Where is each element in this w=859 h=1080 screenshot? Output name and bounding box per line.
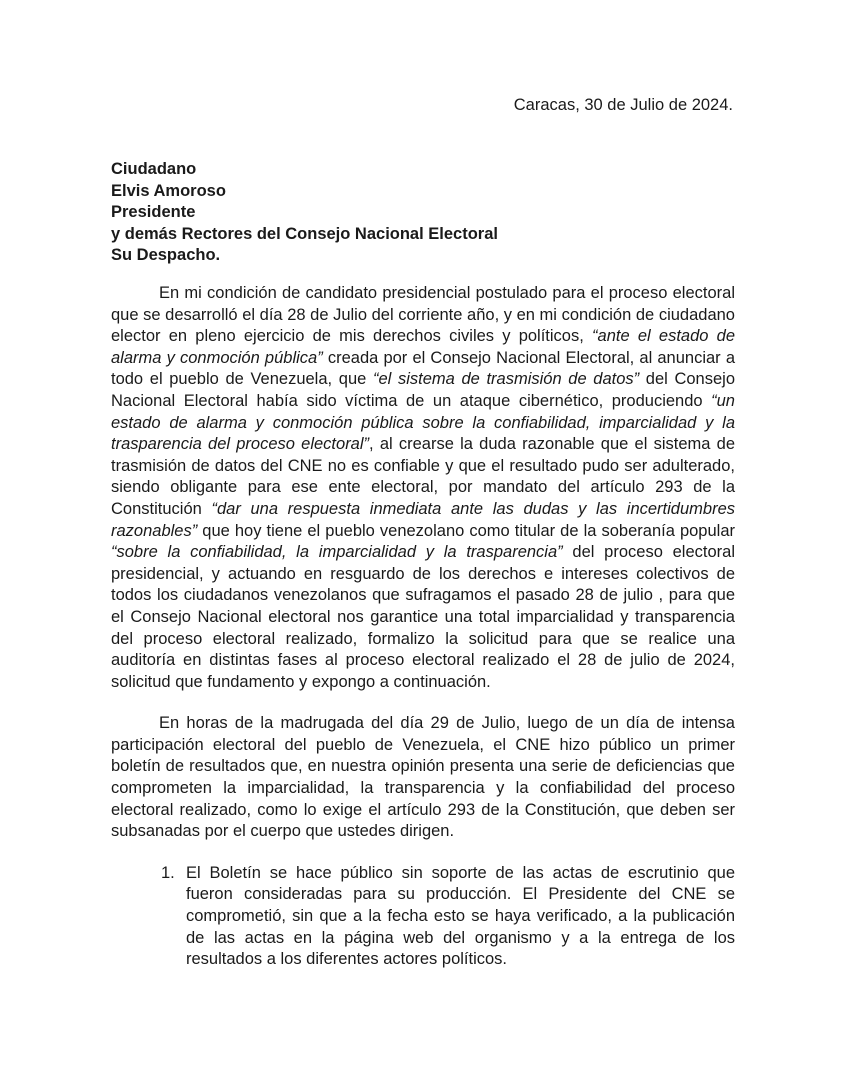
quoted-text: “el sistema de trasmisión de datos” bbox=[372, 370, 640, 389]
list-item-number: 1. bbox=[161, 863, 175, 882]
quoted-text: “dar una respuesta inmediata ante las dudas y las incertidumbres razonables” bbox=[111, 499, 735, 540]
addressee-line: Su Despacho. bbox=[111, 246, 221, 265]
text-run: creada por el Consejo Nacional Electoral, al anunciar a todo el pueblo de Venezuela, que bbox=[111, 348, 735, 389]
text-run: que hoy tiene el pueblo venezolano como titular de la soberanía popular bbox=[197, 521, 735, 540]
addressee-block bbox=[111, 159, 498, 267]
quoted-text: “un estado de alarma y conmoción pública sobre la confiabilidad, imparcialidad y la trasparencia del proceso electoral” bbox=[111, 391, 735, 454]
body-paragraph-1 bbox=[111, 283, 735, 693]
numbered-list bbox=[111, 863, 735, 971]
text-run: En mi condición de candidato presidencial postulado para el proceso electoral que se desarrolló el día 28 de Julio del corriente año, y en mi condición de ciudadano elector en pleno ejercicio de mis derechos civiles y políticos, bbox=[111, 284, 735, 346]
text-run: , al crearse la duda razonable que el sistema de trasmisión de datos del CNE no es confiable y que el resultado pudo ser adulterado, siendo obligante para ese ente electoral, por mandato del artículo 293 de la Constitución bbox=[111, 435, 735, 518]
addressee-line: Elvis Amoroso bbox=[111, 181, 226, 200]
letter-body bbox=[111, 283, 735, 971]
addressee-line: y demás Rectores del Consejo Nacional Electoral bbox=[111, 224, 498, 243]
list-item-text: El Boletín se hace público sin soporte de las actas de escrutinio que fueron consideradas para su producción. El Presidente del CNE se comprometió, sin que a la fecha esto se haya verificado, a la publicación de las actas en la página web del organismo y a la entrega de los resultados a los diferentes actores políticos. bbox=[186, 863, 735, 969]
addressee-line: Presidente bbox=[111, 203, 196, 222]
letter-date: Caracas, 30 de Julio de 2024. bbox=[513, 96, 733, 114]
text-run: del proceso electoral presidencial, y actuando en resguardo de los derechos e intereses colectivos de todos los ciudadanos venezolanos que sufragamos el pasado 28 de julio , para que el Consejo Nacional electoral nos garantice una total imparcialidad y transparencia del proceso electoral realizado, formalizo la solicitud para que se realice una auditoría en distintas fases al proceso electoral realizado el 28 de julio de 2024, solicitud que fundamento y expongo a continuación. bbox=[111, 543, 735, 691]
body-paragraph-2: En horas de la madrugada del día 29 de Julio, luego de un día de intensa participación electoral del pueblo de Venezuela, el CNE hizo público un primer boletín de resultados que, en nuestra opinión presenta una serie de deficiencias que comprometen la imparcialidad, la transparencia y la confiabilidad del proceso electoral realizado, como lo exige el artículo 293 de la Constitución, que deben ser subsanadas por el cuerpo que ustedes dirigen. bbox=[111, 714, 735, 841]
quoted-text: “sobre la confiabilidad, la imparcialidad y la trasparencia” bbox=[111, 543, 563, 562]
addressee-line: Ciudadano bbox=[111, 160, 197, 178]
quoted-text: “ante el estado de alarma y conmoción pública” bbox=[111, 327, 735, 367]
text-run: del Consejo Nacional Electoral había sido víctima de un ataque cibernético, produciendo bbox=[111, 370, 735, 410]
list-item bbox=[161, 863, 735, 971]
